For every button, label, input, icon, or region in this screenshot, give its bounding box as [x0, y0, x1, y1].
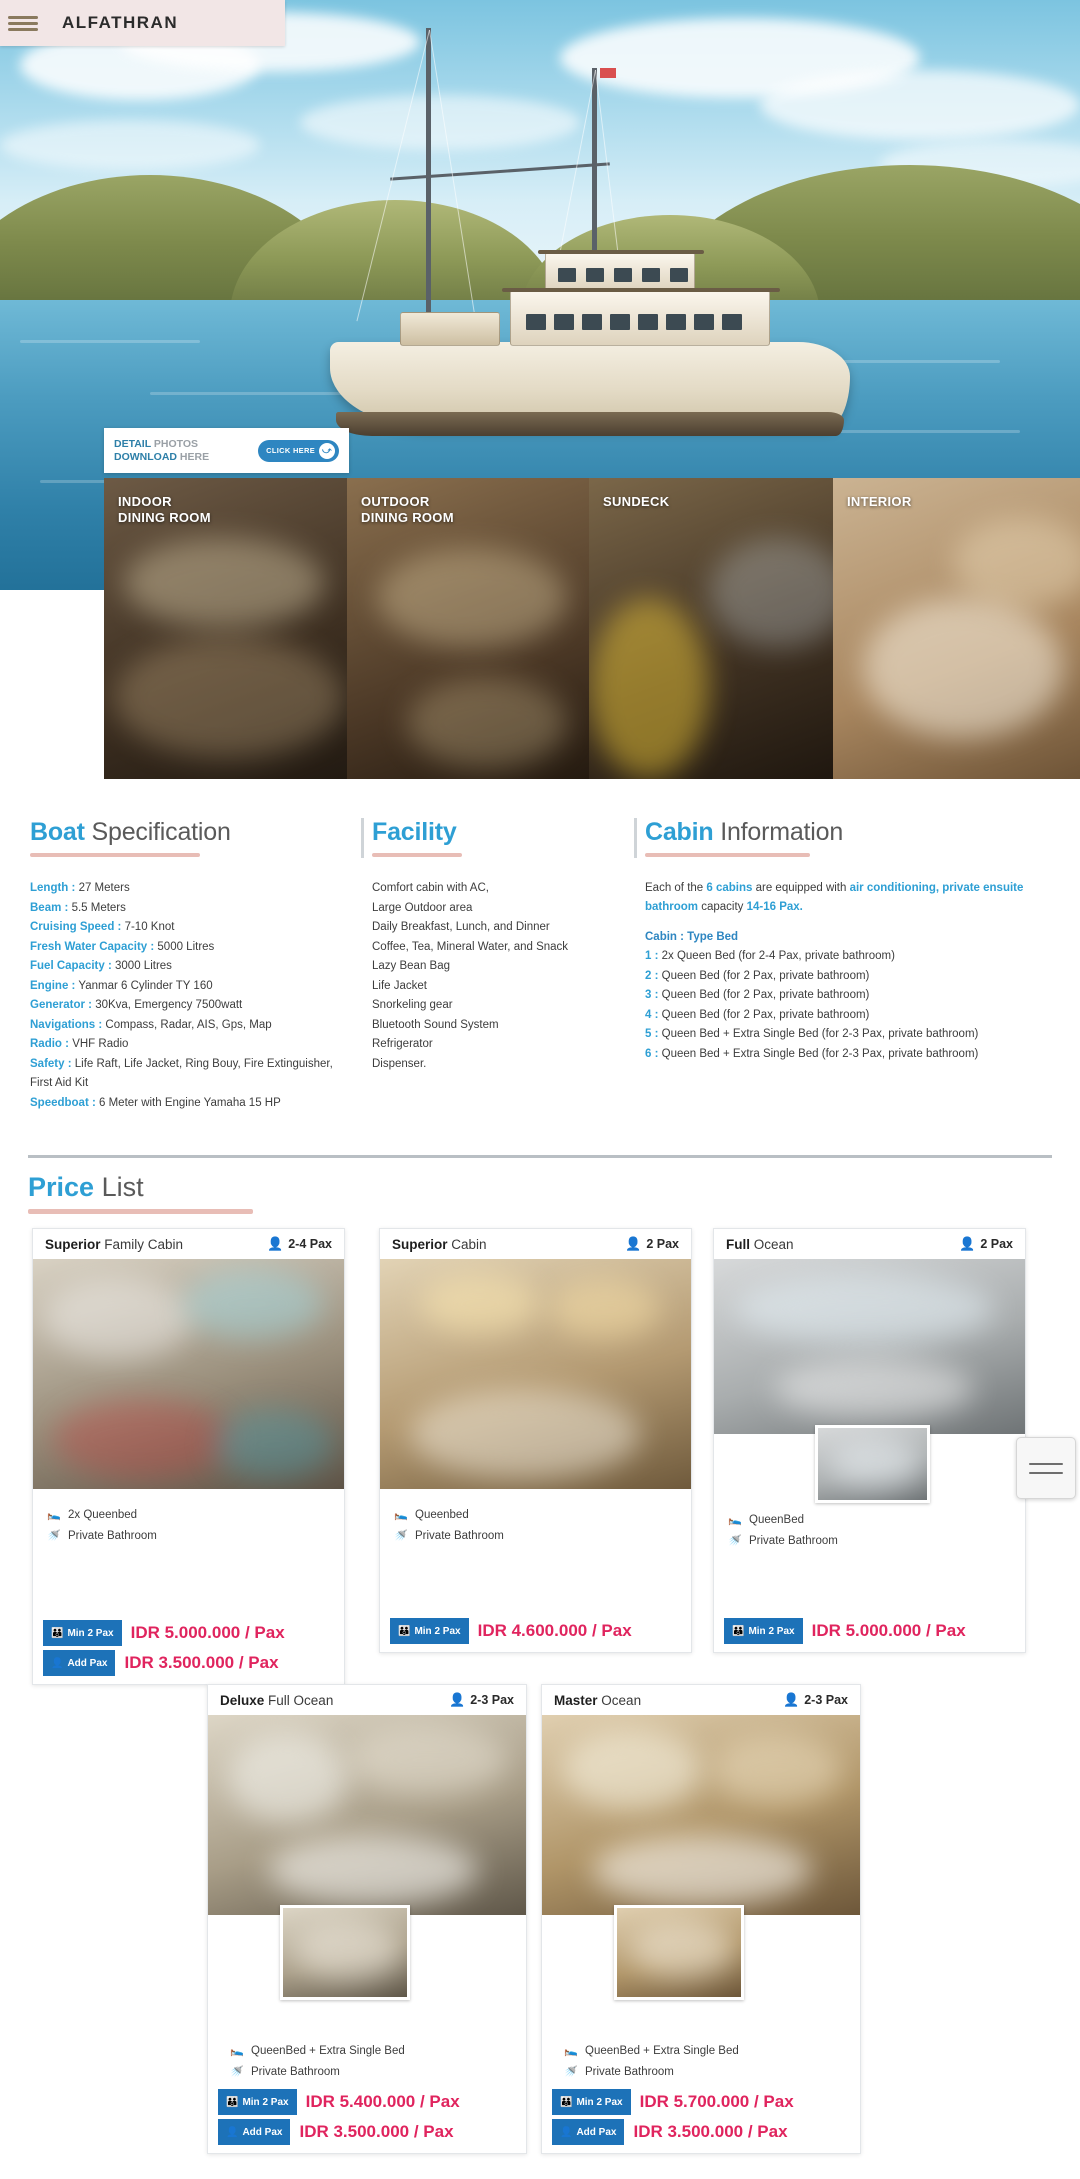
feature-list — [380, 1489, 691, 1545]
pax-capacity: 👤 2 Pax — [625, 1236, 679, 1251]
facility-item: Dispenser. — [372, 1057, 427, 1070]
hamburger-line — [1029, 1472, 1063, 1474]
boat-specification-title: Boat Specification — [30, 818, 231, 846]
add-person-icon: 👤 — [560, 2126, 573, 2138]
detail-photos-download-box[interactable] — [104, 428, 349, 473]
gallery-label: OUTDOOR DINING ROOM — [361, 494, 454, 525]
cabin-row: 2 : Queen Bed (for 2 Pax, private bathroom) — [645, 969, 870, 982]
add-person-icon: 👤 — [226, 2126, 239, 2138]
price-card-master-ocean[interactable] — [541, 1684, 861, 2154]
price-amount: IDR 3.500.000 / Pax — [299, 2122, 454, 2141]
gallery-item-indoor-dining-room[interactable] — [104, 478, 347, 779]
gallery-label: INTERIOR — [847, 494, 912, 509]
shower-icon: 🚿 — [394, 1530, 408, 1542]
phinisi-boat-illustration — [330, 20, 870, 450]
cabin-photo-inset[interactable] — [614, 1905, 744, 2000]
price-row-add — [218, 2119, 518, 2145]
cabin-photo-inset[interactable] — [280, 1905, 410, 2000]
add-person-icon: 👤 — [51, 1657, 64, 1669]
cabin-row: 1 : 2x Queen Bed (for 2-4 Pax, private bathroom) — [645, 950, 895, 962]
section-divider — [28, 1155, 1052, 1158]
two-person-icon: 👪 — [51, 1627, 64, 1639]
spec-row: Navigations : Compass, Radar, AIS, Gps, Map — [30, 1018, 272, 1031]
price-row-add — [552, 2119, 852, 2145]
pax-capacity: 👤 2-3 Pax — [783, 1692, 848, 1707]
shower-icon: 🚿 — [47, 1530, 61, 1542]
pax-capacity: 👤 2-3 Pax — [449, 1692, 514, 1707]
gallery-label: INDOOR DINING ROOM — [118, 494, 211, 525]
two-person-icon: 👪 — [560, 2096, 573, 2108]
bed-icon: 🛌 — [564, 2045, 578, 2057]
cabin-information-column — [645, 818, 1045, 1064]
floating-menu-button[interactable] — [1016, 1437, 1076, 1499]
price-card-deluxe-full-ocean[interactable] — [207, 1684, 527, 2154]
spec-row: Length : 27 Meters — [30, 882, 130, 894]
feature-item: 🛌 Queenbed — [394, 1507, 677, 1524]
price-row-min — [390, 1618, 683, 1644]
page-left-margin — [0, 590, 104, 780]
facility-title: Facility — [372, 818, 457, 846]
card-title: Full Ocean 👤 2 Pax — [726, 1236, 1013, 1252]
facility-item: Life Jacket — [372, 979, 427, 992]
shower-icon: 🚿 — [728, 1535, 742, 1547]
cabin-photo-inset[interactable] — [815, 1425, 930, 1503]
add-pax-tag: 👤 Add Pax — [43, 1650, 115, 1676]
facility-item: Large Outdoor area — [372, 901, 473, 914]
hull-waterline — [336, 412, 844, 436]
spec-row: Fresh Water Capacity : 5000 Litres — [30, 940, 215, 953]
feature-item: 🛌 QueenBed + Extra Single Bed — [564, 2043, 846, 2060]
price-row-add — [43, 1650, 336, 1676]
cabin-type-bed-subtitle: Cabin : Type Bed — [645, 931, 739, 943]
facility-item: Comfort cabin with AC, — [372, 882, 489, 894]
feature-item: 🚿 Private Bathroom — [728, 1533, 1011, 1550]
spec-row: Beam : 5.5 Meters — [30, 901, 126, 914]
price-card-superior-cabin[interactable] — [379, 1228, 692, 1653]
pax-capacity: 👤 2 Pax — [959, 1236, 1013, 1251]
price-list-title: Price List — [28, 1172, 144, 1202]
min-pax-tag: 👪 Min 2 Pax — [390, 1618, 469, 1644]
two-person-icon: 👪 — [732, 1625, 745, 1637]
cabin-photo[interactable] — [714, 1259, 1025, 1434]
spec-row: Generator : 30Kva, Emergency 7500watt — [30, 999, 243, 1011]
gallery-label: SUNDECK — [603, 494, 670, 509]
feature-item: 🚿 Private Bathroom — [47, 1528, 330, 1545]
min-pax-tag: 👪 Min 2 Pax — [552, 2089, 631, 2115]
price-row-min — [552, 2089, 852, 2115]
price-amount: IDR 3.500.000 / Pax — [124, 1653, 279, 1672]
cabin-row: 4 : Queen Bed (for 2 Pax, private bathroom) — [645, 1008, 870, 1021]
price-row-min — [218, 2089, 518, 2115]
wave-icon — [0, 0, 46, 46]
gallery-item-interior[interactable] — [833, 478, 1080, 779]
click-here-button[interactable] — [258, 440, 339, 462]
column-divider — [634, 818, 637, 858]
person-icon: 👤 — [267, 1236, 284, 1251]
pax-capacity: 👤 2-4 Pax — [267, 1236, 332, 1251]
gallery-item-sundeck[interactable] — [589, 478, 833, 779]
cabin-row: 3 : Queen Bed (for 2 Pax, private bathroom) — [645, 989, 870, 1001]
price-amount: IDR 4.600.000 / Pax — [477, 1621, 632, 1640]
feature-list — [33, 1489, 344, 1545]
price-card-superior-family-cabin[interactable] — [32, 1228, 345, 1685]
facility-item: Refrigerator — [372, 1038, 433, 1050]
price-list-header — [28, 1172, 253, 1214]
cloud — [0, 120, 260, 170]
cabin-intro-text: Each of the 6 cabins are equipped with air conditioning, private ensuite bathroom capacity 14-16 Pax. — [645, 882, 1024, 913]
brand-logo[interactable] — [0, 0, 285, 46]
facility-item: Lazy Bean Bag — [372, 960, 451, 972]
click-here-label: CLICK HERE — [266, 446, 315, 455]
feature-item: 🛌 QueenBed — [728, 1512, 1011, 1529]
spec-row: Radio : VHF Radio — [30, 1038, 129, 1050]
facility-column — [372, 818, 622, 1074]
title-underline — [645, 853, 810, 857]
price-amount: IDR 5.400.000 / Pax — [305, 2092, 460, 2111]
card-title: Superior Cabin 👤 2 Pax — [392, 1236, 679, 1252]
facility-item: Bluetooth Sound System — [372, 1018, 499, 1031]
cabin-photo[interactable] — [380, 1259, 691, 1489]
title-underline — [372, 853, 462, 857]
person-icon: 👤 — [783, 1692, 800, 1707]
feature-item: 🛌 2x Queenbed — [47, 1507, 330, 1524]
cabin-row: 6 : Queen Bed + Extra Single Bed (for 2-3 Pax, private bathroom) — [645, 1047, 979, 1060]
download-icon: ⤻ — [319, 443, 335, 459]
bed-icon: 🛌 — [47, 1509, 61, 1521]
feature-item: 🚿 Private Bathroom — [564, 2064, 846, 2081]
add-pax-tag: 👤 Add Pax — [552, 2119, 624, 2145]
facility-item: Daily Breakfast, Lunch, and Dinner — [372, 921, 550, 933]
min-pax-tag: 👪 Min 2 Pax — [724, 1618, 803, 1644]
spec-row: Fuel Capacity : 3000 Litres — [30, 960, 172, 972]
facility-list — [372, 879, 622, 1074]
feature-item: 🛌 QueenBed + Extra Single Bed — [230, 2043, 512, 2060]
bed-icon: 🛌 — [394, 1509, 408, 1521]
spec-row: Cruising Speed : 7-10 Knot — [30, 921, 175, 933]
cabin-row: 5 : Queen Bed + Extra Single Bed (for 2-3 Pax, private bathroom) — [645, 1028, 979, 1040]
cabin-type-list — [645, 947, 1045, 1064]
facility-item: Coffee, Tea, Mineral Water, and Snack — [372, 940, 569, 953]
person-icon: 👤 — [449, 1692, 466, 1707]
price-row-min — [724, 1618, 1017, 1644]
gallery-item-outdoor-dining-room[interactable] — [347, 478, 589, 779]
column-divider — [361, 818, 364, 858]
two-person-icon: 👪 — [398, 1625, 411, 1637]
add-pax-tag: 👤 Add Pax — [218, 2119, 290, 2145]
person-icon: 👤 — [959, 1236, 976, 1251]
spec-row: Safety : Life Raft, Life Jacket, Ring Bouy, Fire Extinguisher, First Aid Kit — [30, 1057, 333, 1089]
cabin-photo[interactable] — [33, 1259, 344, 1489]
spec-row: Speedboat : 6 Meter with Engine Yamaha 15 HP — [30, 1096, 281, 1109]
price-amount: IDR 5.000.000 / Pax — [811, 1621, 966, 1640]
feature-item: 🚿 Private Bathroom — [394, 1528, 677, 1545]
price-row-min — [43, 1620, 336, 1646]
min-pax-tag: 👪 Min 2 Pax — [218, 2089, 297, 2115]
detail-photos-text: DETAIL PHOTOS DOWNLOAD HERE — [114, 437, 210, 463]
boat-specification-list — [30, 879, 350, 1113]
cabin-photo[interactable] — [542, 1715, 860, 1915]
cabin-information-title: Cabin Information — [645, 818, 844, 846]
card-title: Superior Family Cabin 👤 2-4 Pax — [45, 1236, 332, 1252]
photo-gallery-strip — [104, 478, 1080, 779]
shower-icon: 🚿 — [564, 2066, 578, 2078]
two-person-icon: 👪 — [226, 2096, 239, 2108]
facility-item: Snorkeling gear — [372, 999, 453, 1011]
card-title: Master Ocean 👤 2-3 Pax — [554, 1692, 848, 1708]
price-card-full-ocean[interactable] — [713, 1228, 1026, 1653]
spec-row: Engine : Yanmar 6 Cylinder TY 160 — [30, 979, 213, 992]
person-icon: 👤 — [625, 1236, 642, 1251]
cabin-photo[interactable] — [208, 1715, 526, 1915]
price-amount: IDR 5.700.000 / Pax — [639, 2092, 794, 2111]
boat-specification-column — [30, 818, 350, 1113]
title-underline — [30, 853, 200, 857]
shower-icon: 🚿 — [230, 2066, 244, 2078]
min-pax-tag: 👪 Min 2 Pax — [43, 1620, 122, 1646]
brand-name: ALFATHRAN — [62, 13, 179, 32]
price-amount: IDR 5.000.000 / Pax — [130, 1623, 285, 1642]
price-amount: IDR 3.500.000 / Pax — [633, 2122, 788, 2141]
hamburger-line — [1029, 1463, 1063, 1465]
card-title: Deluxe Full Ocean 👤 2-3 Pax — [220, 1692, 514, 1708]
title-underline — [28, 1209, 253, 1214]
feature-item: 🚿 Private Bathroom — [230, 2064, 512, 2081]
bed-icon: 🛌 — [230, 2045, 244, 2057]
bed-icon: 🛌 — [728, 1514, 742, 1526]
